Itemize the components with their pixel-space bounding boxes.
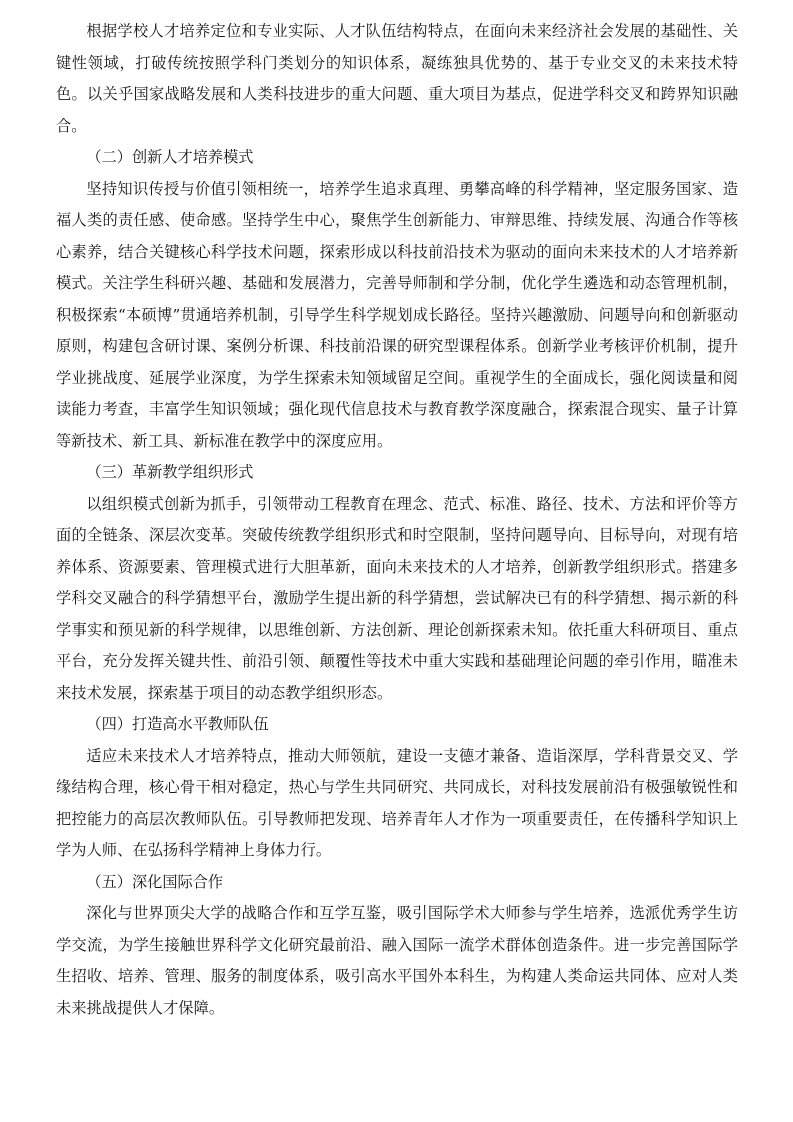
paragraph-section-4: 适应未来技术人才培养特点，推动大师领航，建设一支德才兼备、造诣深厚，学科背景交叉、学缘结构合理，核心骨干相对稳定，热心与学生共同研究、共同成长，对科技发展前沿有极强敏锐性和把控能力的高层次教师队伍。引导教师把发现、培养青年人才作为一项重要责任，在传播科学知识上学为人师、在弘扬科学精神上身体力行。 (56, 746, 738, 859)
paragraph-section-5: 深化与世界顶尖大学的战略合作和互学互鉴，吸引国际学术大师参与学生培养，选派优秀学生访学交流，为学生接触世界科学文化研究最前沿、融入国际一流学术群体创造条件。进一步完善国际学生招收、培养、管理、服务的制度体系，吸引高水平国外本科生，为构建人类命运共同体、应对人类未来挑战提供人才保障。 (56, 904, 738, 1017)
section-heading-2: （二）创新人才培养模式 (86, 148, 254, 166)
paragraph-intro: 根据学校人才培养定位和专业实际、人才队伍结构特点，在面向未来经济社会发展的基础性、关键性领域，打破传统按照学科门类划分的知识体系，凝练独具优势的、基于专业交叉的未来技术特色。以关乎国家战略发展和人类科技进步的重大问题、重大项目为基点，促进学科交叉和跨界知识融合。 (56, 22, 738, 135)
paragraph-section-3: 以组织模式创新为抓手，引领带动工程教育在理念、范式、标准、路径、技术、方法和评价等方面的全链条、深层次变革。突破传统教学组织形式和时空限制，坚持问题导向、目标导向，对现有培养体系、资源要素、管理模式进行大胆革新，面向未来技术的人才培养，创新教学组织形式。搭建多学科交叉融合的科学猜想平台，激励学生提出新的科学猜想，尝试解决已有的科学猜想、揭示新的科学事实和预见新的科学规律，以思维创新、方法创新、理论创新探索未知。依托重大科研项目、重点平台，充分发挥关键共性、前沿引领、颠覆性等技术中重大实践和基础理论问题的牵引作用，瞄准未来技术发展，探索基于项目的动态教学组织形态。 (56, 494, 738, 702)
paragraph-section-2: 坚持知识传授与价值引领相统一，培养学生追求真理、勇攀高峰的科学精神，坚定服务国家、造福人类的责任感、使命感。坚持学生中心，聚焦学生创新能力、审辩思维、持续发展、沟通合作等核心素养，结合关键核心科学技术问题，探索形成以科技前沿技术为驱动的面向未来技术的人才培养新模式。关注学生科研兴趣、基础和发展潜力，完善导师制和学分制，优化学生遴选和动态管理机制，积极探索“本硕博”贯通培养机制，引导学生科学规划成长路径。坚持兴趣激励、问题导向和创新驱动原则，构建包含研讨课、案例分析课、科技前沿课的研究型课程体系。创新学业考核评价机制，提升学业挑战度、延展学业深度，为学生探索未知领域留足空间。重视学生的全面成长，强化阅读量和阅读能力考查，丰富学生知识领域；强化现代信息技术与教育教学深度融合，探索混合现实、量子计算等新技术、新工具、新标准在教学中的深度应用。 (56, 179, 738, 450)
document-body (56, 16, 738, 1024)
section-heading-3: （三）革新教学组织形式 (86, 463, 254, 481)
section-heading-5: （五）深化国际合作 (86, 872, 224, 891)
section-heading-4: （四）打造高水平教师队伍 (86, 715, 269, 733)
